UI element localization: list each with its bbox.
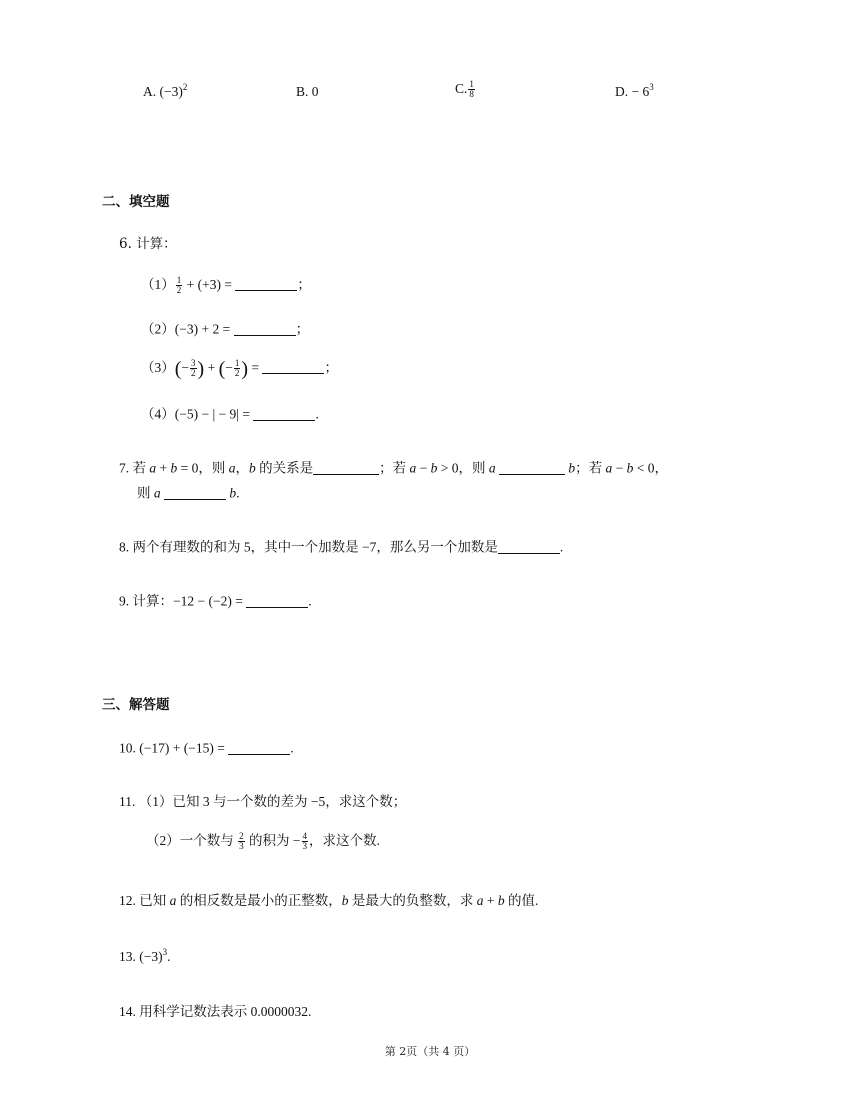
text: ， (235, 460, 249, 476)
numerator: 3 (191, 358, 196, 368)
minus-sign: − (181, 360, 190, 376)
question-6-part-1 (141, 276, 311, 296)
question-6-stem: 6. 计算： (119, 236, 177, 252)
option-a-base: (−3) (159, 84, 183, 99)
text: 则 (137, 485, 151, 501)
terminator: . (315, 406, 319, 422)
text: 的值. (508, 893, 539, 908)
question-10 (119, 740, 294, 757)
variable: b (341, 893, 349, 908)
expression: (−3) + 2 = (174, 321, 231, 337)
part-label: （1） (141, 277, 175, 293)
option-d-label: D. − 6 (615, 84, 650, 99)
close-paren: ) (197, 358, 205, 381)
section-heading-solve: 三、解答题 (102, 697, 170, 713)
denominator: 3 (302, 841, 307, 852)
close-paren: ) (241, 358, 249, 381)
answer-blank[interactable] (246, 593, 308, 608)
variable: a (169, 893, 177, 908)
question-12 (119, 893, 538, 909)
text: ，求这个数. (309, 833, 380, 849)
text: = 0，则 (180, 460, 226, 476)
text: 的关系是 (259, 460, 314, 476)
terminator: . (167, 949, 171, 964)
equals-sign: = (251, 360, 260, 376)
fraction (238, 832, 245, 852)
variable: b (249, 460, 256, 476)
question-8 (119, 539, 563, 556)
answer-blank[interactable] (164, 485, 226, 500)
exponent: 3 (162, 947, 168, 957)
operator: − (615, 460, 624, 476)
answer-blank[interactable] (253, 406, 315, 421)
answer-blank[interactable] (313, 460, 379, 475)
minus-sign: − (225, 360, 233, 376)
question-7-line-2 (137, 485, 240, 502)
numerator: 1 (176, 275, 182, 285)
operator: + (486, 893, 495, 908)
question-text: 10. (−17) + (−15) = (119, 740, 225, 756)
answer-blank[interactable] (234, 321, 296, 336)
part-label: （3） (141, 360, 175, 376)
variable: b (568, 460, 576, 476)
variable: a (488, 460, 496, 476)
text: 12. 已知 (119, 893, 167, 908)
answer-blank[interactable] (228, 740, 290, 755)
part-label: （4） (141, 406, 175, 422)
terminator: ； (295, 321, 310, 337)
question-11-part-2 (146, 832, 380, 852)
text: > 0，则 (440, 460, 486, 476)
denominator: 2 (176, 285, 182, 296)
terminator: . (290, 740, 294, 756)
answer-blank[interactable] (262, 360, 324, 375)
text: 的相反数是最小的正整数， (179, 893, 342, 908)
fraction (190, 359, 197, 379)
question-7-line-1 (119, 460, 668, 477)
terminator: . (236, 485, 240, 501)
expression: (−5) − | − 9| = (174, 406, 250, 422)
answer-blank[interactable] (235, 277, 297, 292)
terminator: . (308, 593, 312, 609)
variable: a (409, 460, 417, 476)
question-9 (119, 593, 312, 610)
part-label: （2） (141, 321, 175, 337)
option-c-denominator: 8 (469, 89, 474, 100)
denominator: 3 (239, 841, 244, 852)
page-footer: 第 2页（共 4 页） (384, 1045, 476, 1058)
question-6-part-3 (141, 359, 338, 379)
denominator: 2 (191, 368, 196, 379)
text: < 0， (636, 460, 668, 476)
variable: b (170, 460, 178, 476)
answer-blank[interactable] (499, 460, 565, 475)
text: 7. 若 (119, 460, 146, 476)
open-paren: ( (174, 358, 182, 381)
open-paren: ( (218, 358, 226, 381)
text: 的积为 − (249, 833, 301, 849)
terminator: ； (324, 360, 338, 376)
variable: a (605, 460, 613, 476)
text: ；若 (575, 460, 603, 476)
option-d-exponent: 3 (649, 82, 654, 92)
variable: b (229, 485, 237, 501)
expression: 13. (−3) (119, 949, 163, 964)
terminator: ； (297, 277, 311, 293)
terminator: . (559, 539, 564, 555)
numerator: 4 (302, 831, 307, 841)
variable: a (476, 893, 484, 908)
question-13 (119, 949, 170, 965)
variable: b (497, 893, 505, 908)
question-11-part-1: 11. （1）已知 3 与一个数的差为 −5，求这个数； (119, 794, 407, 809)
question-6-part-2 (141, 321, 309, 338)
expression: + (+3) = (186, 277, 232, 293)
numerator: 1 (234, 358, 240, 368)
option-c (455, 80, 476, 100)
option-c-fraction (468, 80, 475, 100)
option-c-numerator: 1 (469, 79, 474, 89)
question-text: 9. 计算：−12 − (−2) = (119, 593, 243, 609)
option-a (143, 84, 187, 100)
variable: b (626, 460, 634, 476)
question-text: 8. 两个有理数的和为 5，其中一个加数是 −7，那么另一个加数是 (119, 539, 498, 555)
option-a-exponent: 2 (182, 82, 188, 92)
operator: + (159, 460, 168, 476)
variable: b (430, 460, 438, 476)
variable: a (153, 485, 161, 501)
text: 是最大的负整数，求 (351, 893, 474, 908)
option-d (615, 84, 654, 100)
section-heading-fill-in: 二、填空题 (102, 194, 170, 210)
denominator: 2 (234, 368, 240, 379)
option-a-label: A. (143, 84, 157, 99)
text: （2）一个数与 (146, 833, 234, 849)
question-6-part-4 (141, 406, 319, 423)
option-b: B. 0 (296, 84, 319, 99)
answer-blank[interactable] (498, 539, 560, 554)
fraction (176, 276, 183, 296)
plus-sign: + (207, 360, 216, 376)
variable: a (228, 460, 236, 476)
operator: − (419, 460, 428, 476)
fraction (234, 359, 241, 379)
fraction (302, 832, 309, 852)
question-14: 14. 用科学记数法表示 0.0000032. (119, 1004, 312, 1019)
numerator: 2 (239, 831, 244, 841)
option-c-label: C. (455, 81, 468, 97)
text: ；若 (379, 460, 407, 476)
variable: a (149, 460, 157, 476)
